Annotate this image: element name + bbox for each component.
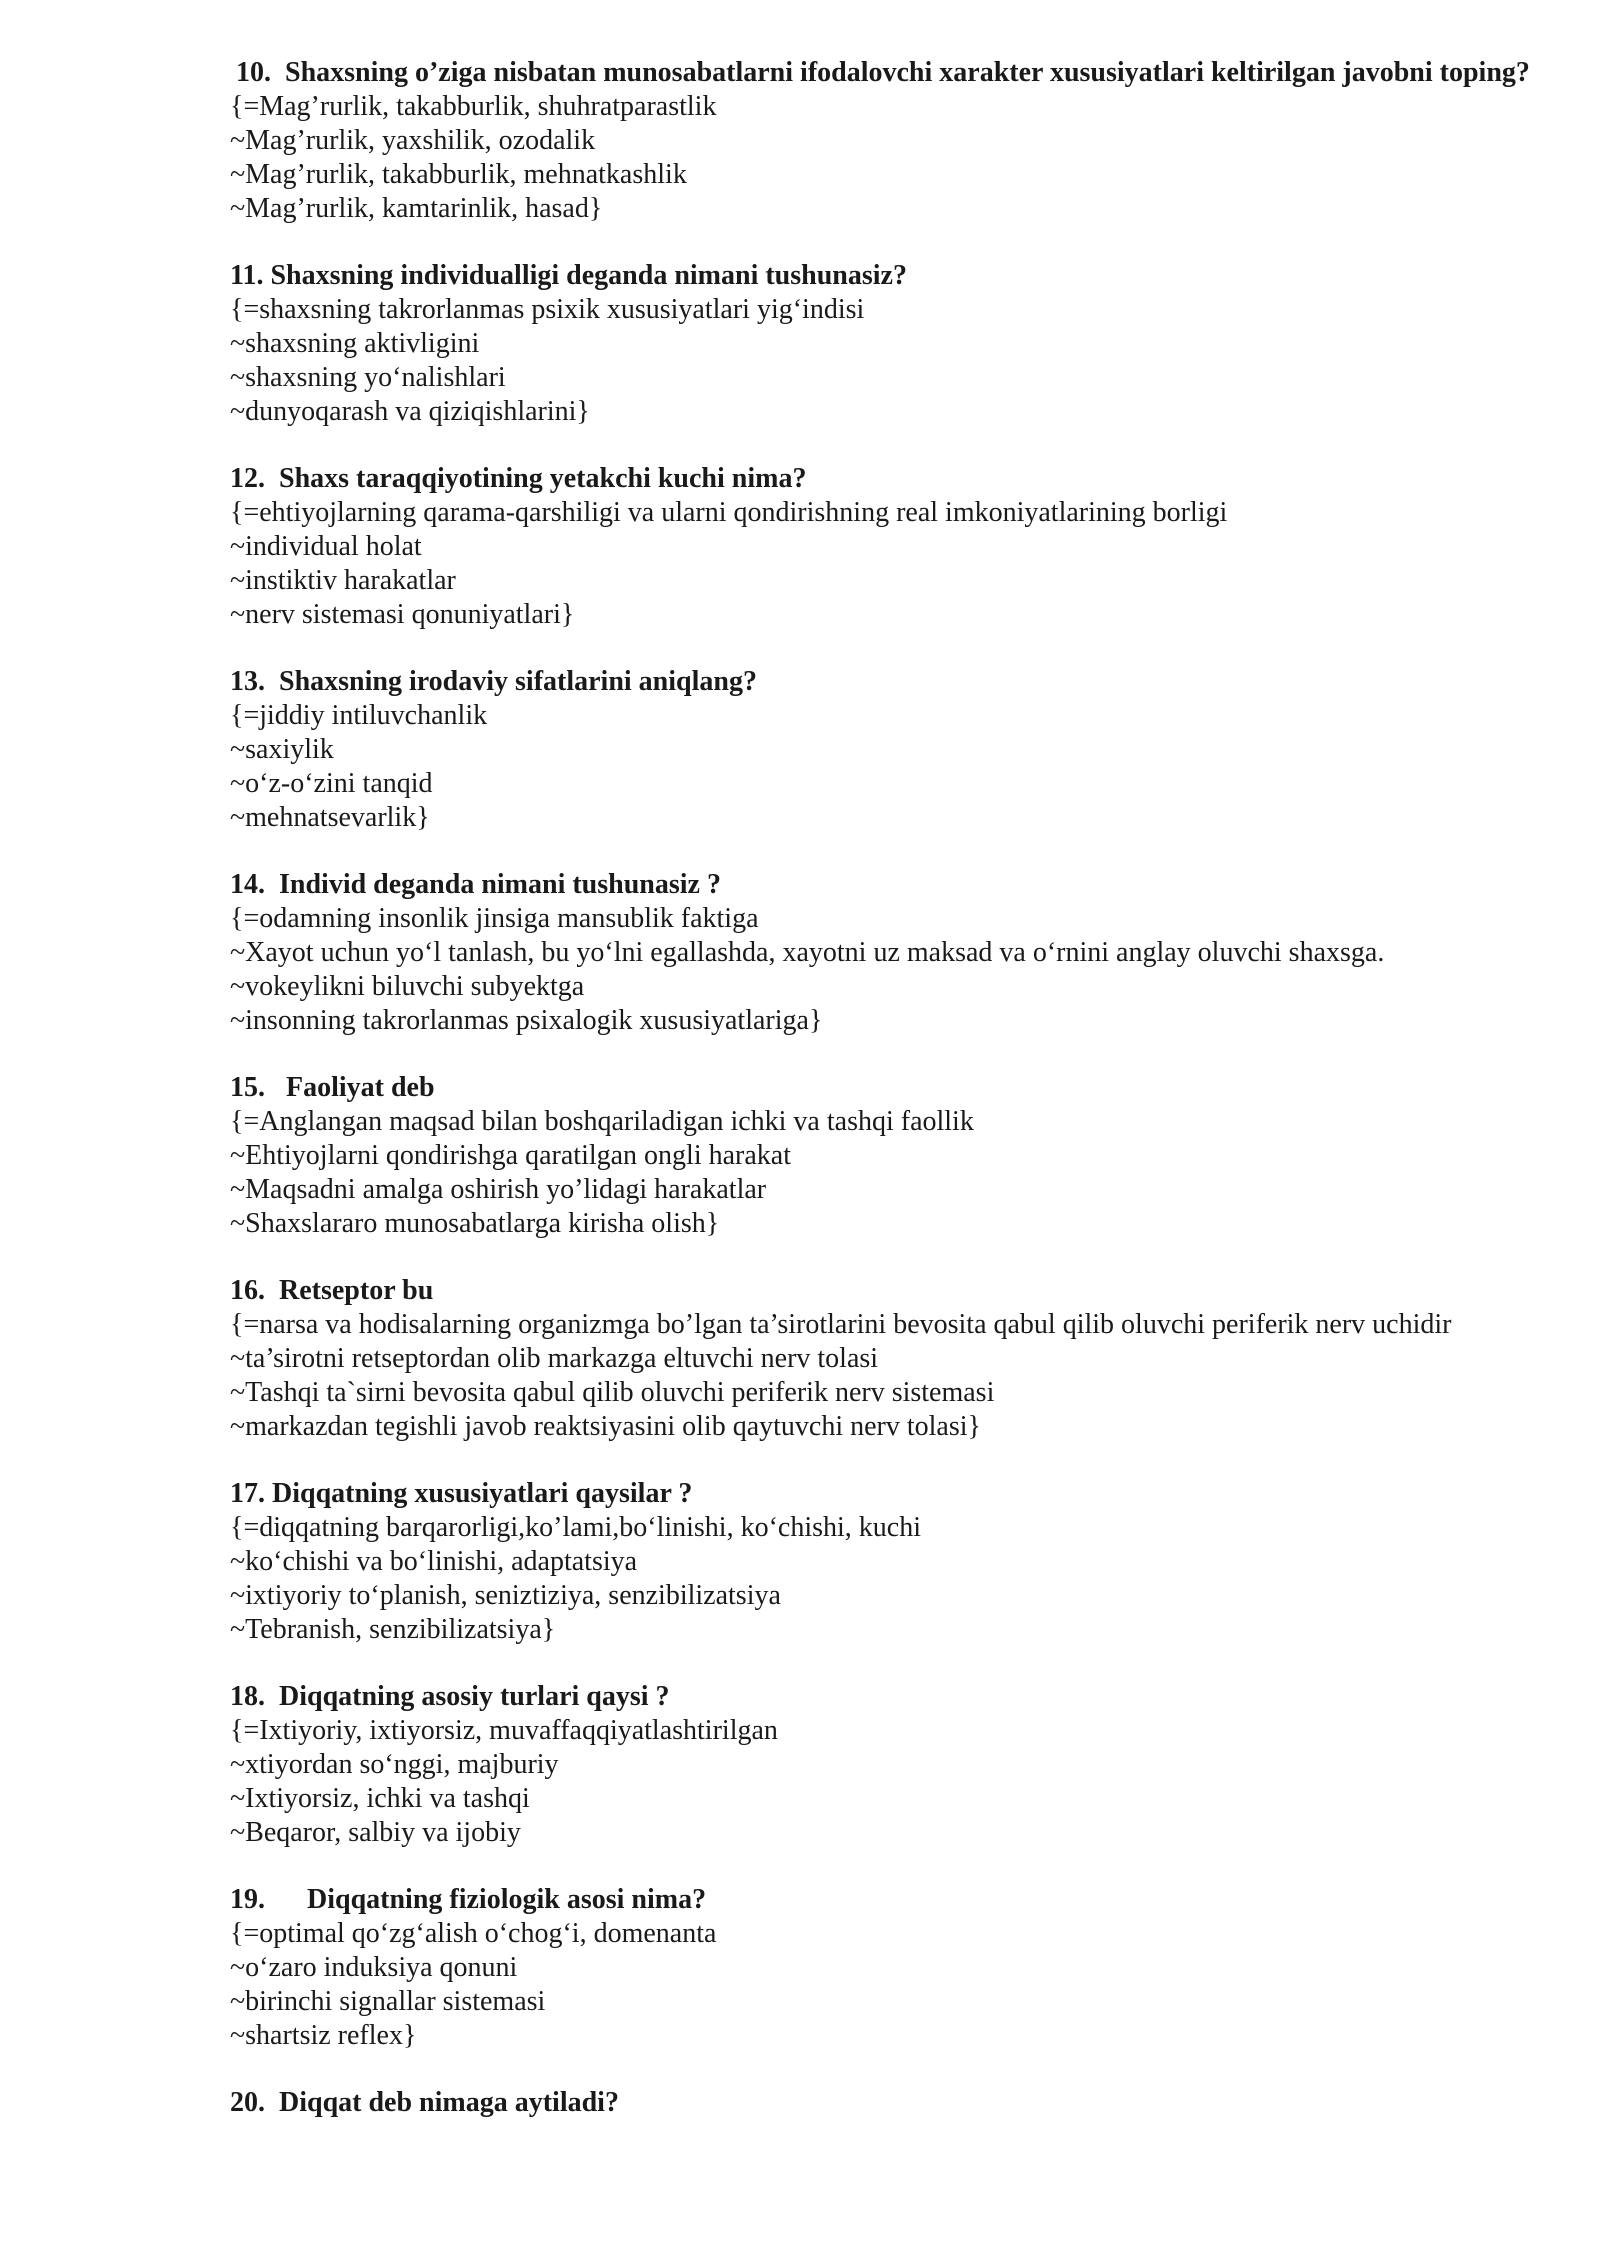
question-number: 16. (230, 1275, 265, 1306)
answer-option: ~shartsiz reflex} (230, 2020, 417, 2051)
question-text: Shaxs taraqqiyotining yetakchi kuchi nima? (279, 463, 807, 494)
question-number: 18. (230, 1681, 265, 1712)
question-title (230, 868, 1530, 902)
question-text: Faoliyat deb (286, 1072, 435, 1103)
answer-correct: {=ehtiyojlarning qarama-qarshiligi va ularni qondirishning real imkoniyatlarining borligi (230, 497, 1228, 528)
question-number: 13. (230, 666, 265, 697)
answer-correct: {=narsa va hodisalarning organizmga bo’lgan ta’sirotlarini bevosita qabul qilib oluvchi periferik nerv uchidir (230, 1309, 1452, 1340)
question-title (230, 2086, 1530, 2120)
answer-option: ~Ixtiyorsiz, ichki va tashqi (230, 1783, 530, 1814)
answer-correct: {=jiddiy intiluvchanlik (230, 700, 488, 731)
answer-correct: {=diqqatning barqarorligi,ko’lami,bo‘linishi, ko‘chishi, kuchi (230, 1512, 922, 1543)
question-text: Individ deganda nimani tushunasiz ? (279, 869, 721, 900)
answer-option: ~mehnatsevarlik} (230, 802, 430, 833)
question-15 (230, 1071, 1530, 1241)
question-title (230, 1680, 1530, 1714)
question-18 (230, 1680, 1530, 1850)
answer-option: ~Ehtiyojlarni qondirishga qaratilgan ongli harakat (230, 1140, 791, 1171)
question-17 (230, 1477, 1530, 1647)
question-text: Diqqatning xususiyatlari qaysilar ? (272, 1478, 693, 1509)
question-title (230, 56, 1530, 90)
question-title (230, 1274, 1530, 1308)
question-number: 11. (230, 260, 264, 291)
question-13 (230, 665, 1530, 835)
document-page (230, 56, 1530, 2153)
question-14 (230, 868, 1530, 1038)
answer-option: ~Shaxslararo munosabatlarga kirisha olish} (230, 1208, 720, 1239)
answer-option: ~shaxsning yo‘nalishlari (230, 362, 506, 393)
question-text: Shaxsning individualligi deganda nimani tushunasiz? (270, 260, 907, 291)
question-number: 17. (230, 1478, 265, 1509)
answer-option: ~o‘z-o‘zini tanqid (230, 768, 433, 799)
answer-option: ~insonning takrorlanmas psixalogik xususiyatlariga} (230, 1005, 823, 1036)
question-title (230, 259, 1530, 293)
answer-option: ~shaxsning aktivligini (230, 328, 480, 359)
question-number: 20. (230, 2087, 265, 2118)
answer-option: ~instiktiv harakatlar (230, 565, 456, 596)
answer-option: ~Beqaror, salbiy va ijobiy (230, 1817, 521, 1848)
answer-option: ~dunyoqarash va qiziqishlarini} (230, 396, 590, 427)
question-12 (230, 462, 1530, 632)
answer-option: ~vokeylikni biluvchi subyektga (230, 971, 585, 1002)
answer-correct: {=optimal qo‘zg‘alish o‘chog‘i, domenanta (230, 1918, 717, 1949)
answer-option: ~ixtiyoriy to‘planish, seniztiziya, senzibilizatsiya (230, 1580, 781, 1611)
question-title (230, 1477, 1530, 1511)
answer-option: ~Mag’rurlik, yaxshilik, ozodalik (230, 125, 596, 156)
question-16 (230, 1274, 1530, 1444)
question-title (230, 462, 1530, 496)
question-number: 12. (230, 463, 265, 494)
answer-option: ~Mag’rurlik, kamtarinlik, hasad} (230, 193, 603, 224)
question-number: 10. (236, 57, 271, 88)
answer-option: ~o‘zaro induksiya qonuni (230, 1952, 518, 1983)
answer-correct: {=Ixtiyoriy, ixtiyorsiz, muvaffaqqiyatlashtirilgan (230, 1715, 778, 1746)
answer-option: ~Tebranish, senzibilizatsiya} (230, 1614, 556, 1645)
answer-option: ~individual holat (230, 531, 422, 562)
question-number: 19. (230, 1884, 265, 1915)
question-11 (230, 259, 1530, 429)
answer-option: ~Mag’rurlik, takabburlik, mehnatkashlik (230, 159, 687, 190)
answer-correct: {=Anglangan maqsad bilan boshqariladigan ichki va tashqi faollik (230, 1106, 974, 1137)
question-title (230, 1883, 1530, 1917)
question-title (230, 665, 1530, 699)
question-text: Diqqat deb nimaga aytiladi? (279, 2087, 619, 2118)
answer-correct: {=odamning insonlik jinsiga mansublik faktiga (230, 903, 759, 934)
answer-option: ~Maqsadni amalga oshirish yo’lidagi harakatlar (230, 1174, 767, 1205)
answer-option: ~birinchi signallar sistemasi (230, 1986, 546, 2017)
question-text: Shaxsning irodaviy sifatlarini aniqlang? (279, 666, 757, 697)
question-text: Retseptor bu (279, 1275, 434, 1306)
answer-option: ~Tashqi ta`sirni bevosita qabul qilib oluvchi periferik nerv sistemasi (230, 1377, 995, 1408)
answer-option: ~Xayot uchun yo‘l tanlash, bu yo‘lni egallashda, xayotni uz maksad va o‘rnini anglay oluvchi shaxsga. (230, 937, 1385, 968)
answer-correct: {=Mag’rurlik, takabburlik, shuhratparastlik (230, 91, 717, 122)
question-10 (230, 56, 1530, 226)
answer-option: ~nerv sistemasi qonuniyatlari} (230, 599, 575, 630)
question-text: Diqqatning fiziologik asosi nima? (307, 1884, 707, 1915)
answer-option: ~saxiylik (230, 734, 334, 765)
question-number: 14. (230, 869, 265, 900)
question-19 (230, 1883, 1530, 2053)
answer-option: ~xtiyordan so‘nggi, majburiy (230, 1749, 559, 1780)
question-text: Shaxsning o’ziga nisbatan munosabatlarni ifodalovchi xarakter xususiyatlari keltirilgan javobni toping? (285, 57, 1530, 88)
question-title (230, 1071, 1530, 1105)
question-number: 15. (230, 1072, 265, 1103)
question-text: Diqqatning asosiy turlari qaysi ? (279, 1681, 670, 1712)
answer-option: ~ko‘chishi va bo‘linishi, adaptatsiya (230, 1546, 638, 1577)
answer-correct: {=shaxsning takrorlanmas psixik xususiyatlari yig‘indisi (230, 294, 865, 325)
answer-option: ~ta’sirotni retseptordan olib markazga eltuvchi nerv tolasi (230, 1343, 879, 1374)
question-20 (230, 2086, 1530, 2120)
answer-option: ~markazdan tegishli javob reaktsiyasini olib qaytuvchi nerv tolasi} (230, 1411, 981, 1442)
